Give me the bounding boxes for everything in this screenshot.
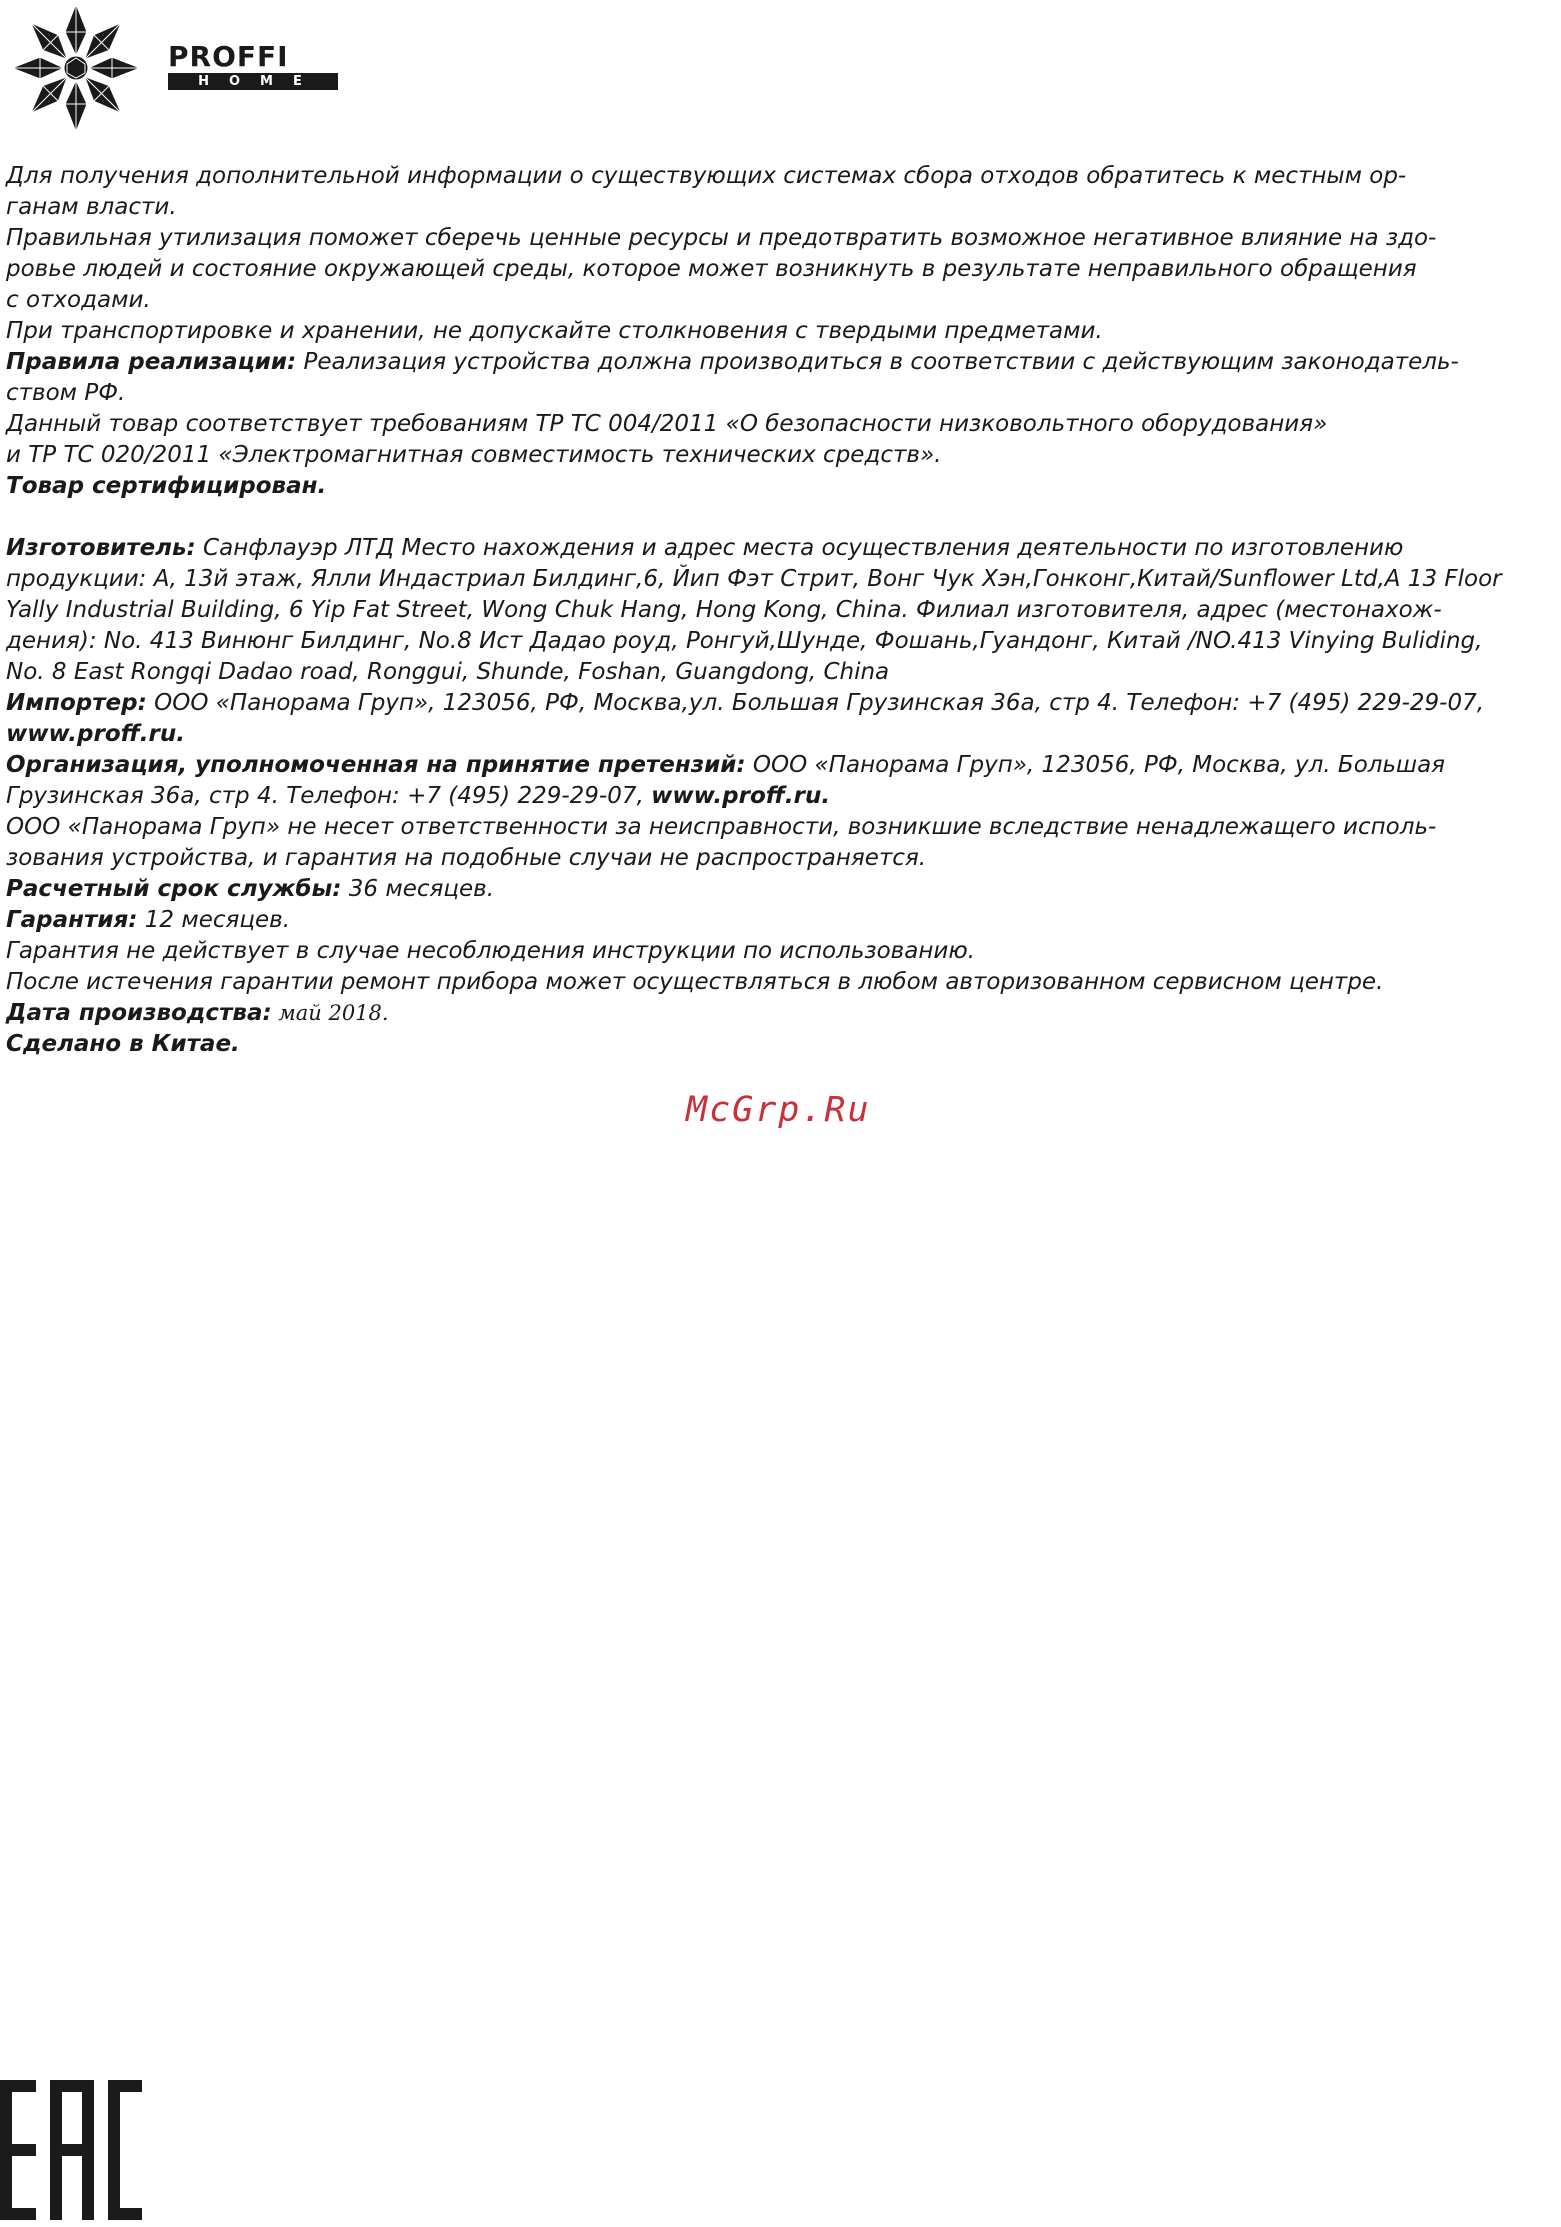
text-line: ООО «Панорама Груп» не несет ответственности за неисправности, возникшие вследствие ненадлежащего исполь-	[6, 814, 1437, 840]
service-life-label: Расчетный срок службы:	[6, 876, 342, 902]
document-body	[6, 161, 1556, 1060]
eac-mark-icon	[0, 2080, 145, 2220]
claims-text-2: Грузинская 36а, стр 4. Телефон: +7 (495) 229-29-07,	[6, 783, 652, 809]
production-date	[6, 998, 1556, 1029]
production-date-value: май 2018.	[271, 1001, 389, 1025]
flower-emblem-icon	[10, 2, 160, 134]
text-line: Гарантия не действует в случае несоблюдения инструкции по использованию.	[6, 938, 975, 964]
text-line: No. 8 East Rongqi Dadao road, Ronggui, Shunde, Foshan, Guangdong, China	[6, 659, 890, 685]
text-line: Для получения дополнительной информации о существующих системах сбора отходов обратитесь к местным ор-	[6, 163, 1407, 189]
spacer	[6, 502, 1556, 533]
certified-note: Товар сертифицирован.	[6, 473, 327, 499]
sales-rules-text: Реализация устройства должна производиться в соответствии с действующим законодатель-	[296, 349, 1459, 375]
service-life	[6, 874, 1556, 905]
text-line: дения): No. 413 Винюнг Билдинг, No.8 Ист Дадао роуд, Ронгуй,Шунде, Фошань,Гуандонг, Китай /NO.413 Vinying Buliding,	[6, 628, 1483, 654]
warranty	[6, 905, 1556, 936]
text-line: продукции: А, 13й этаж, Ялли Индастриал Билдинг,6, Йип Фэт Стрит, Вонг Чук Хэн,Гонконг,Китай/Sunflower Ltd,A 13 Floor	[6, 566, 1502, 592]
warranty-label: Гарантия:	[6, 907, 138, 933]
importer	[6, 688, 1556, 719]
claims-organization	[6, 750, 1556, 781]
brand-name: PROFFI	[168, 40, 289, 73]
brand-logo	[10, 2, 350, 134]
text-line: ством РФ.	[6, 380, 126, 406]
claims-website: www.proff.ru.	[651, 783, 831, 809]
brand-subtitle: HOME	[168, 73, 338, 90]
sales-rules	[6, 347, 1556, 378]
brand-wordmark	[168, 42, 338, 92]
text-line: Данный товар соответствует требованиям ТР ТС 004/2011 «О безопасности низковольтного оборудования»	[6, 411, 1328, 437]
text-line: При транспортировке и хранении, не допускайте столкновения с твердыми предметами.	[6, 318, 1103, 344]
manufacturer-text: Санфлауэр ЛТД Место нахождения и адрес места осуществления деятельности по изготовлению	[195, 535, 1404, 561]
service-life-value: 36 месяцев.	[341, 876, 495, 902]
sales-rules-label: Правила реализации:	[6, 349, 297, 375]
warranty-value: 12 месяцев.	[137, 907, 291, 933]
claims-label: Организация, уполномоченная на принятие претензий:	[6, 752, 746, 778]
importer-website: www.proff.ru.	[6, 721, 185, 747]
importer-text: ООО «Панорама Груп», 123056, РФ, Москва,ул. Большая Грузинская 36а, стр 4. Телефон: +7 (495) 229-29-07,	[146, 690, 1485, 716]
text-line: ровье людей и состояние окружающей среды, которое может возникнуть в результате неправильного обращения	[6, 256, 1417, 282]
claims-text: ООО «Панорама Груп», 123056, РФ, Москва, ул. Большая	[745, 752, 1446, 778]
watermark-text: McGrp.Ru	[686, 1090, 871, 1130]
manufacturer-label: Изготовитель:	[6, 535, 196, 561]
importer-label: Импортер:	[6, 690, 147, 716]
production-date-label: Дата производства:	[6, 1000, 272, 1026]
text-line: Правильная утилизация поможет сберечь ценные ресурсы и предотвратить возможное негативное влияние на здо-	[6, 225, 1437, 251]
text-line: ганам власти.	[6, 194, 177, 220]
text-line: с отходами.	[6, 287, 151, 313]
claims-line-2	[6, 781, 1556, 812]
text-line: зования устройства, и гарантия на подобные случаи не распространяется.	[6, 845, 927, 871]
manufacturer	[6, 533, 1556, 564]
made-in-note: Сделано в Китае.	[6, 1031, 240, 1057]
text-line: и ТР ТС 020/2011 «Электромагнитная совместимость технических средств».	[6, 442, 942, 468]
text-line: После истечения гарантии ремонт прибора может осуществляться в любом авторизованном сервисном центре.	[6, 969, 1384, 995]
text-line: Yally Industrial Building, 6 Yip Fat Street, Wong Chuk Hang, Hong Kong, China. Филиал изготовителя, адрес (местонахож-	[6, 597, 1442, 623]
